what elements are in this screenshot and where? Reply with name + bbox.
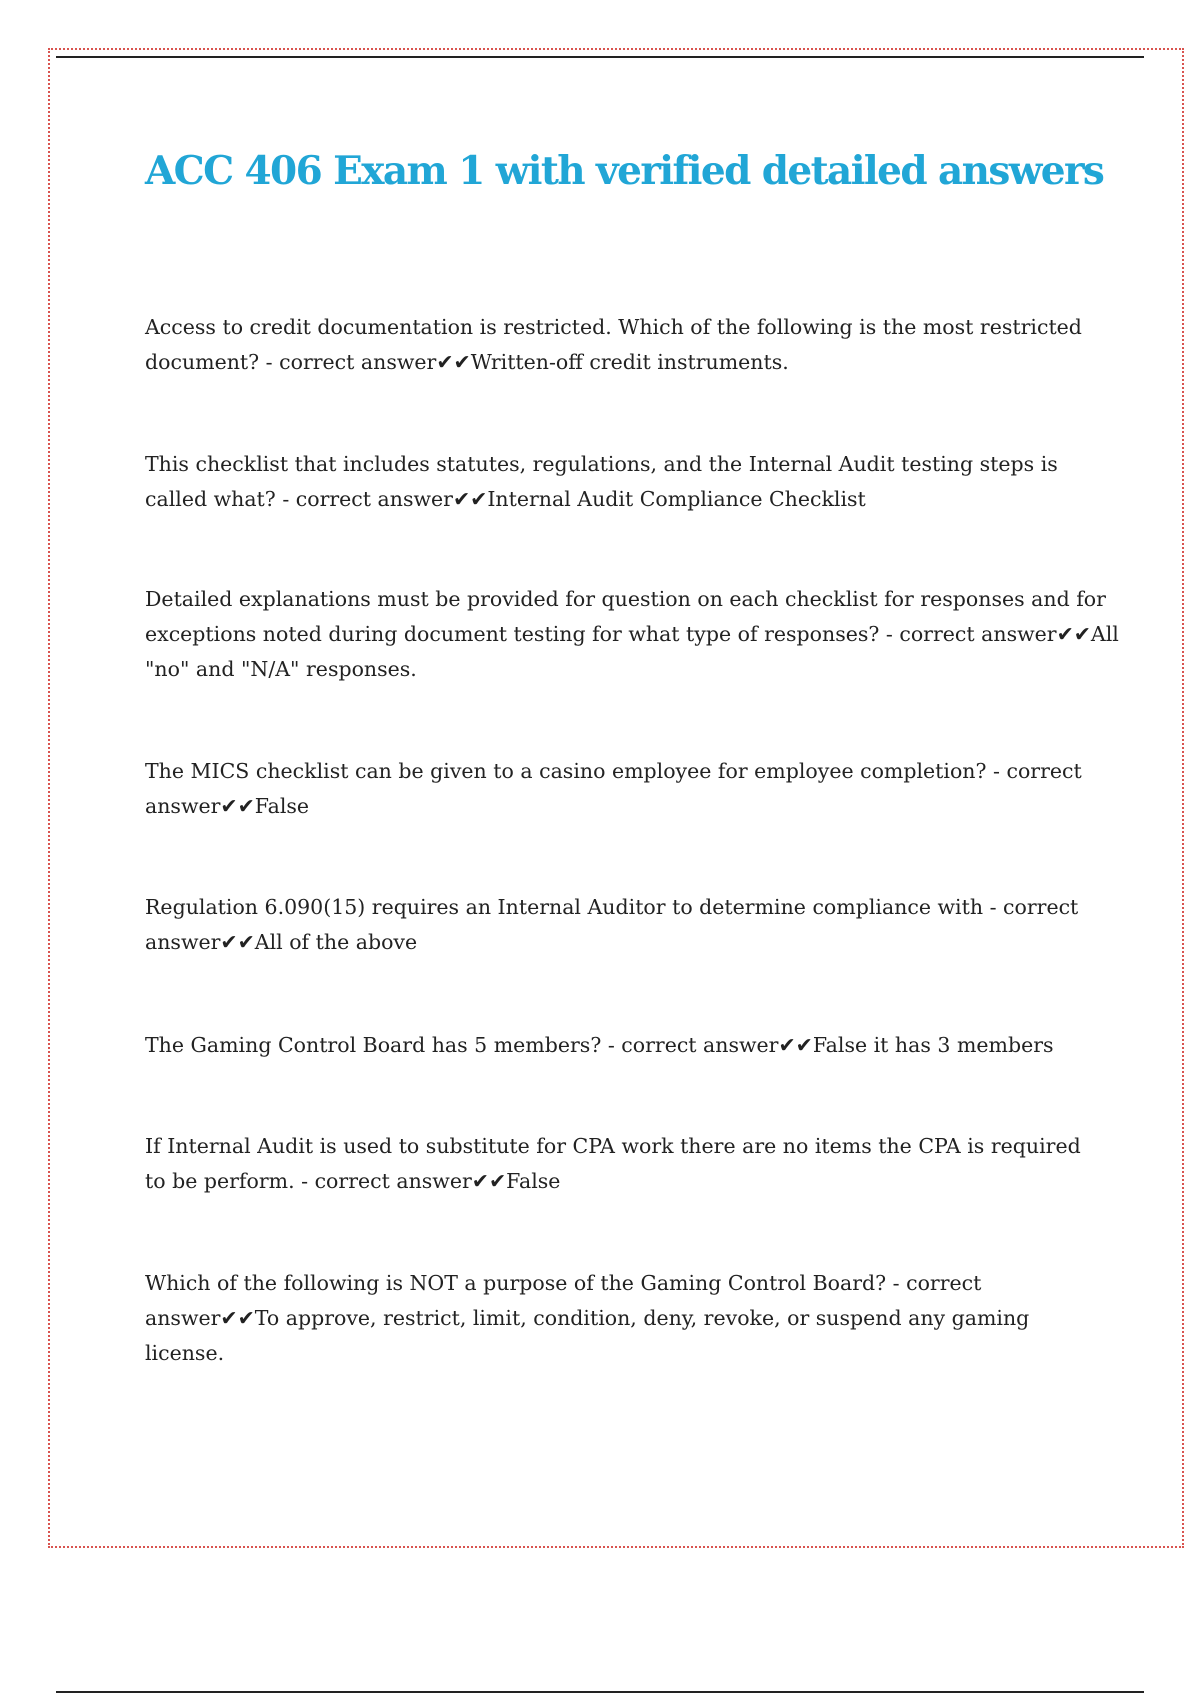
question-text: If Internal Audit is used to substitute for CPA work there are no items the CPA is required to be perform. [145,1134,1081,1193]
qa-item-7 [145,1129,1100,1199]
qa-item-3 [145,582,1135,687]
question-text: Detailed explanations must be provided for question on each checklist for responses and for exceptions noted during document testing for what type of responses? [145,587,1106,646]
question-text: Which of the following is NOT a purpose of the Gaming Control Board? [145,1271,887,1295]
answer-marker: - correct answer✔✔ [275,487,488,511]
answer-marker: - correct answer✔✔ [879,622,1091,646]
answer-marker: - correct answer✔✔ [601,1033,813,1057]
answer-marker: - correct answer✔✔ [145,759,1082,818]
answer-text: False it has 3 members [812,1033,1054,1057]
question-text: Access to credit documentation is restricted. Which of the following is the most restricted document? [145,315,1082,374]
answer-text: Internal Audit Compliance Checklist [487,487,866,511]
answer-marker: - correct answer✔✔ [294,1169,507,1193]
qa-item-1 [145,310,1100,380]
question-text: Regulation 6.090(15) requires an Internal Auditor to determine compliance with [145,895,984,919]
answer-marker: - correct answer✔✔ [259,350,471,374]
answer-marker: - correct answer✔✔ [145,895,1079,954]
bottom-rule [56,1691,1144,1693]
qa-item-2 [145,447,1100,517]
qa-item-4 [145,754,1100,824]
question-text: This checklist that includes statutes, regulations, and the Internal Audit testing steps is called what? [145,452,1058,511]
answer-text: False [254,794,310,818]
answer-text: To approve, restrict, limit, condition, deny, revoke, or suspend any gaming license. [145,1306,1030,1365]
qa-item-8 [145,1266,1045,1371]
answer-text: Written-off credit instruments. [470,350,789,374]
qa-item-5 [145,890,1100,960]
question-text: The MICS checklist can be given to a casino employee for employee completion? [145,759,987,783]
answer-text: False [506,1169,561,1193]
question-text: The Gaming Control Board has 5 members? [145,1033,602,1057]
answer-marker: - correct answer✔✔ [145,1271,982,1330]
qa-item-6 [145,1028,1145,1063]
answer-text: All of the above [254,930,418,954]
answer-text: All "no" and "N/A" responses. [145,622,1119,681]
document-title: ACC 406 Exam 1 with verified detailed answers [145,148,1104,194]
